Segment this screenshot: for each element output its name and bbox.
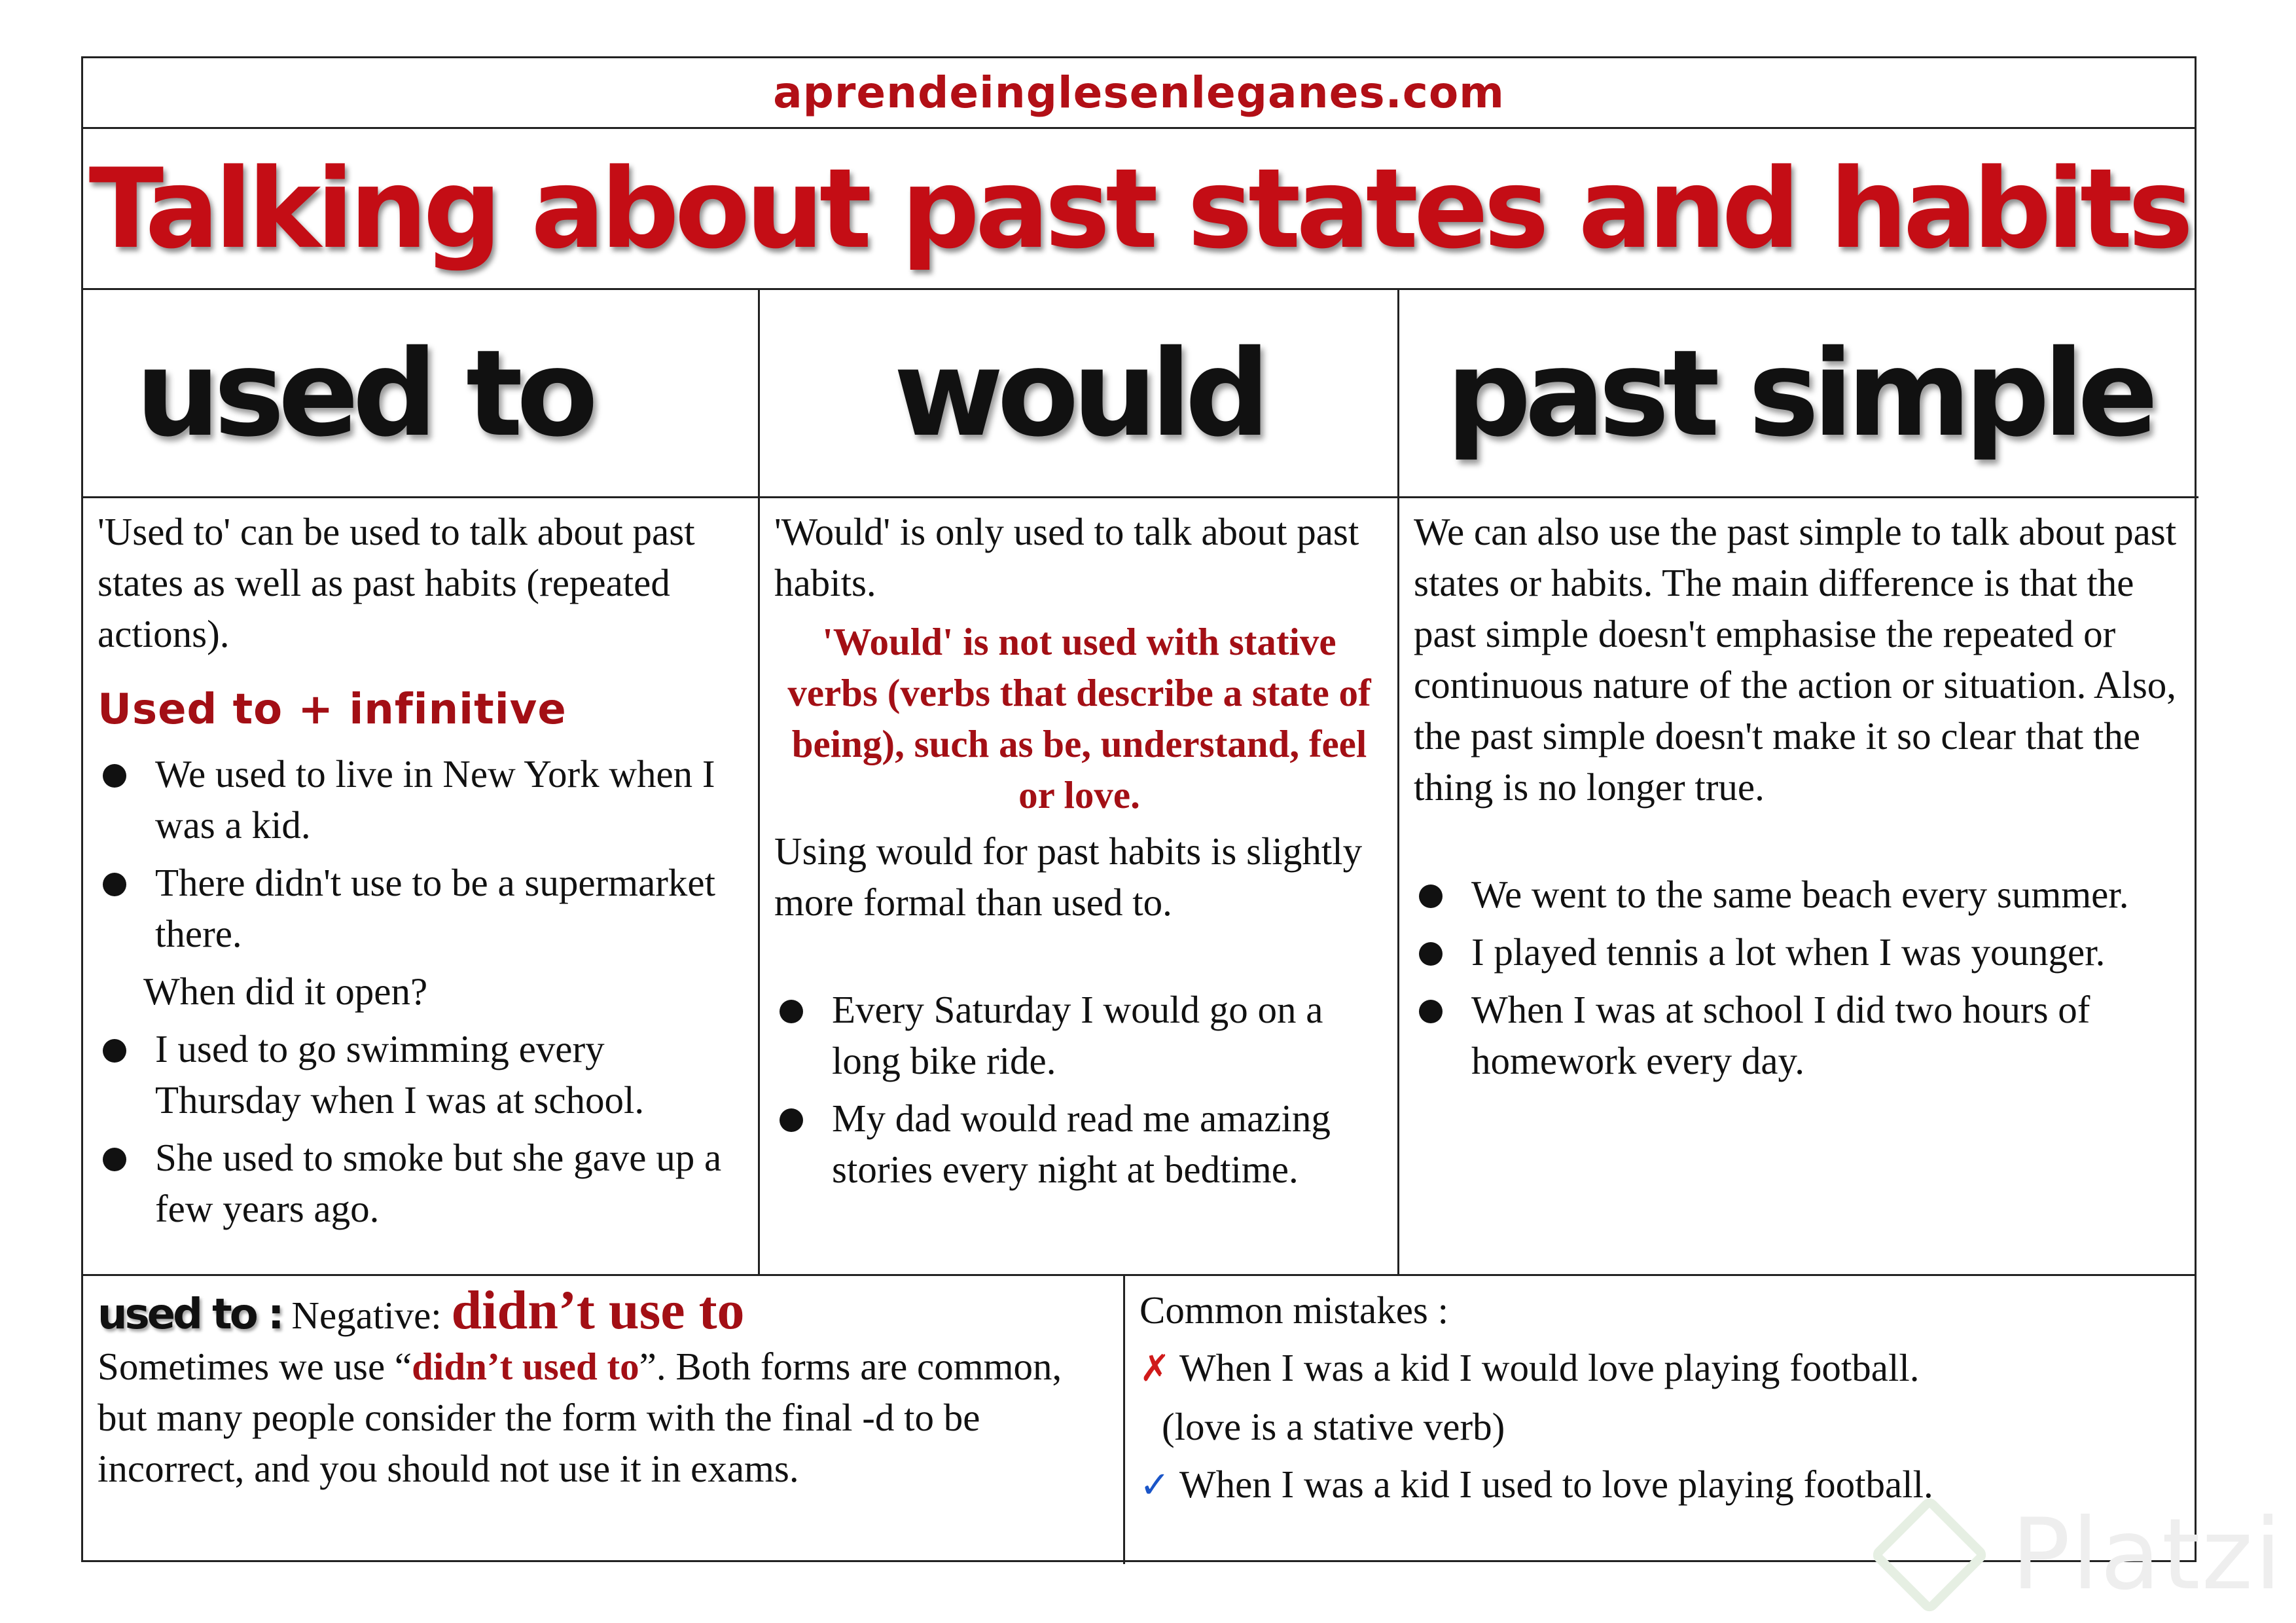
cross-icon: ✗ — [1139, 1347, 1170, 1390]
negative-line — [98, 1280, 1110, 1341]
negative-box — [83, 1276, 1125, 1564]
past-simple-heading: past simple — [1399, 290, 2198, 498]
bullet-icon — [1419, 942, 1443, 966]
bullet-icon — [103, 1039, 126, 1063]
used-to-examples-2 — [98, 1023, 745, 1234]
spacer — [1414, 812, 2185, 869]
used-to-followup: When did it open? — [143, 970, 428, 1013]
past-simple-examples — [1414, 869, 2185, 1086]
bullet-icon — [780, 1000, 803, 1023]
mistake-wrong: ✗ When I was a kid I would love playing football. — [1139, 1346, 1920, 1390]
would-heading: would — [760, 290, 1397, 498]
would-examples — [774, 984, 1384, 1195]
bullet-icon — [1419, 1000, 1443, 1023]
list-item: When I was at school I did two hours of homework every day. — [1414, 984, 2185, 1086]
would-column — [760, 290, 1399, 1274]
bullet-icon — [103, 764, 126, 788]
negative-prefix: Negative: — [291, 1294, 442, 1337]
would-note: Using would for past habits is slightly more formal than used to. — [774, 830, 1363, 924]
would-intro: 'Would' is only used to talk about past habits. — [774, 510, 1359, 604]
bullet-icon — [1419, 884, 1443, 908]
check-icon: ✓ — [1139, 1464, 1170, 1506]
would-warning: 'Would' is not used with stative verbs (verbs that describe a state of being), such as be, understand, feel or love. — [787, 620, 1371, 816]
list-item: Every Saturday I would go on a long bike ride. — [774, 984, 1384, 1086]
list-item: We went to the same beach every summer. — [1414, 869, 2185, 920]
bullet-icon — [103, 1148, 126, 1171]
past-simple-column — [1399, 290, 2198, 1274]
mistake-note: (love is a stative verb) — [1162, 1405, 1505, 1448]
list-item: There didn't use to be a supermarket there. — [98, 857, 745, 959]
used-to-subheading: Used to + infinitive — [98, 685, 567, 734]
used-to-column — [83, 290, 760, 1274]
list-item: We used to live in New York when I was a kid. — [98, 748, 745, 850]
bullet-icon — [780, 1108, 803, 1132]
watermark-text: Platzi — [2011, 1498, 2283, 1612]
past-simple-body — [1399, 498, 2198, 1086]
used-to-body — [83, 498, 758, 1234]
site-url: aprendeinglesenleganes.com — [83, 58, 2195, 129]
used-to-examples — [98, 748, 745, 959]
mistake-right: ✓ When I was a kid I used to love playing football. — [1139, 1463, 1933, 1506]
past-simple-intro: We can also use the past simple to talk about past states or habits. The main difference is that the past simple doesn't emphasise the repeated or continuous nature of the action or situation. Also, the past simple doesn't make it so clear that the thing is no longer true. — [1414, 510, 2177, 809]
platzi-logo-icon — [1869, 1495, 1990, 1615]
comparison-grid — [83, 290, 2195, 1276]
grammar-sheet — [81, 56, 2197, 1562]
negative-form: didn’t use to — [451, 1280, 745, 1341]
bottom-section — [83, 1276, 2195, 1564]
negative-label: used to : — [98, 1290, 282, 1339]
negative-highlight: didn’t used to — [412, 1345, 639, 1388]
bullet-icon — [103, 873, 126, 896]
used-to-heading: used to — [83, 290, 758, 498]
list-item: My dad would read me amazing stories every night at bedtime. — [774, 1093, 1384, 1195]
list-item: I played tennis a lot when I was younger. — [1414, 926, 2185, 977]
spacer — [774, 928, 1384, 984]
would-body — [760, 498, 1397, 1195]
negative-explanation: Sometimes we use “didn’t used to”. Both forms are common, but many people consider the form with the final -d to be incorrect, and you should not use it in exams. — [98, 1345, 1062, 1490]
mistakes-title: Common mistakes : — [1139, 1288, 1448, 1332]
page-title: Talking about past states and habits — [83, 129, 2195, 290]
list-item: I used to go swimming every Thursday when I was at school. — [98, 1023, 745, 1125]
platzi-watermark — [1887, 1489, 2283, 1620]
used-to-intro: 'Used to' can be used to talk about past states as well as past habits (repeated actions). — [98, 510, 695, 655]
list-item: She used to smoke but she gave up a few years ago. — [98, 1132, 745, 1234]
